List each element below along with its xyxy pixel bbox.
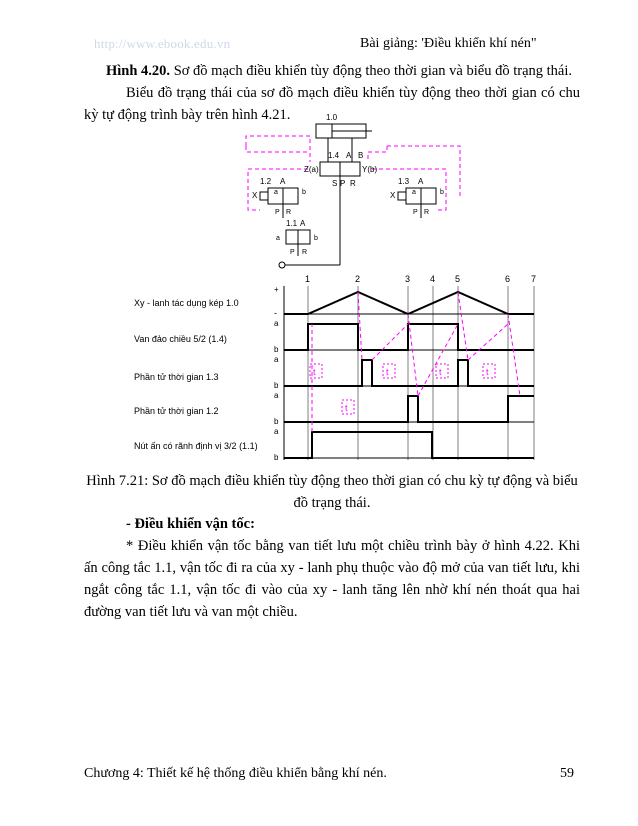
button-port-b: b — [314, 235, 318, 242]
pilot-right-label: Y(b) — [362, 165, 378, 174]
trace-timer-12 — [284, 396, 534, 422]
row-label-valve: Van đảo chiều 5/2 (1.4) — [134, 334, 227, 344]
step-number-7: 7 — [531, 274, 537, 284]
trace-cylinder — [284, 292, 534, 314]
timer-symbol-3: t — [386, 367, 389, 377]
signal-link-8 — [508, 314, 520, 396]
step-number-2: 2 — [355, 274, 361, 284]
level-t13-a: a — [274, 355, 279, 364]
figure-7-21-caption: Hình 7.21: Sơ đồ mạch điều khiển tùy động theo thời gian có chu kỳ tự động và biểu đồ trạng thái. — [86, 473, 578, 511]
signal-link-3 — [372, 324, 408, 360]
step-number-3: 3 — [405, 274, 411, 284]
pilot-left-label: Z(a) — [304, 165, 319, 174]
timer-left-port-b: b — [302, 189, 306, 196]
step-number-1: 1 — [305, 274, 311, 284]
timer-left-port-R: R — [286, 209, 292, 216]
button-label: 1.1 — [286, 219, 298, 228]
valve-port-P: P — [340, 179, 346, 188]
level-plus: + — [274, 285, 279, 294]
signal-link-4 — [408, 314, 418, 396]
trace-button — [284, 432, 534, 458]
timer-symbol-4: t — [439, 367, 442, 377]
timer-symbol-1: t — [313, 367, 316, 377]
row-label-cylinder: Xy - lanh tác dụng kép 1.0 — [134, 298, 239, 308]
footer-chapter: Chương 4: Thiết kế hệ thống điều khiển bằng khí nén. — [84, 766, 387, 781]
row-label-timer-12: Phần tử thời gian 1.2 — [134, 406, 219, 416]
timer-left-port-A: A — [280, 177, 286, 186]
watermark-url: http://www.ebook.edu.vn — [94, 36, 231, 51]
level-valve-a: a — [274, 319, 279, 328]
timer-right-port-A: A — [418, 177, 424, 186]
timer-right-port-b: b — [440, 189, 444, 196]
button-port-R: R — [302, 249, 308, 256]
circuit-and-state-diagram — [100, 110, 560, 470]
level-minus: - — [274, 308, 277, 318]
button-port-P: P — [290, 249, 295, 256]
lecture-title: Bài giảng: 'Điều khiển khí nén" — [360, 36, 537, 51]
paragraph-1: Biểu đồ trạng thái của sơ đồ mạch điều khiển tùy động theo thời gian có chu kỳ tự động trình bày trên hình 4.21. — [84, 85, 580, 123]
timer-right-label: 1.3 — [398, 177, 410, 186]
level-btn-a: a — [274, 427, 279, 436]
valve-main-label: 1.4 — [328, 151, 340, 160]
signal-link-7 — [468, 324, 508, 360]
timer-left-port-P: P — [275, 209, 280, 216]
valve-port-B: B — [358, 151, 364, 160]
timer-left-label: 1.2 — [260, 177, 272, 186]
level-valve-b: b — [274, 345, 279, 354]
trace-valve — [284, 324, 534, 350]
row-label-timer-13: Phần tử thời gian 1.3 — [134, 372, 219, 382]
cylinder-label: 1.0 — [326, 113, 338, 122]
page-number: 59 — [560, 766, 574, 781]
section-heading: - Điều khiển vận tốc: — [126, 516, 255, 532]
timer-right-port-R: R — [424, 209, 430, 216]
button-port-a: a — [276, 235, 280, 242]
level-t12-a: a — [274, 391, 279, 400]
step-number-4: 4 — [430, 274, 436, 284]
figure-4-20-caption — [106, 60, 572, 82]
step-number-6: 6 — [505, 274, 511, 284]
level-t13-b: b — [274, 381, 279, 390]
timer-right-port-P: P — [413, 209, 418, 216]
timer-right-port-a: a — [412, 189, 416, 196]
valve-port-A: A — [346, 151, 352, 160]
timer-symbol-2: t — [345, 403, 348, 413]
step-number-5: 5 — [455, 274, 461, 284]
level-btn-b: b — [274, 453, 279, 462]
valve-port-R: R — [350, 179, 356, 188]
valve-port-S: S — [332, 179, 338, 188]
timer-right-port-X: X — [390, 191, 396, 200]
paragraph-2: * Điều khiển vận tốc bằng van tiết lưu một chiều trình bày ở hình 4.22. Khi ấn công tắc 1.1, vận tốc đi ra của xy - lanh phụ thuộc vào độ mở của van tiết lưu, khi ngắt công tắc 1.1, vận tốc đi vào của xy - lanh tăng lên nhờ khí nén thoát qua hai đường van tiết lưu và van một chiều. — [84, 538, 580, 620]
timer-left-port-a: a — [274, 189, 278, 196]
timer-symbol-5: t — [486, 367, 489, 377]
timer-left-port-X: X — [252, 191, 258, 200]
figure-4-20-label: Hình 4.20. — [106, 63, 171, 79]
level-t12-b: b — [274, 417, 279, 426]
figure-4-20-text: Sơ đồ mạch điều khiển tùy động theo thời gian và biểu đồ trạng thái. — [170, 63, 572, 79]
button-port-A: A — [300, 219, 306, 228]
row-label-button: Nút ấn có rãnh định vị 3/2 (1.1) — [134, 441, 258, 451]
